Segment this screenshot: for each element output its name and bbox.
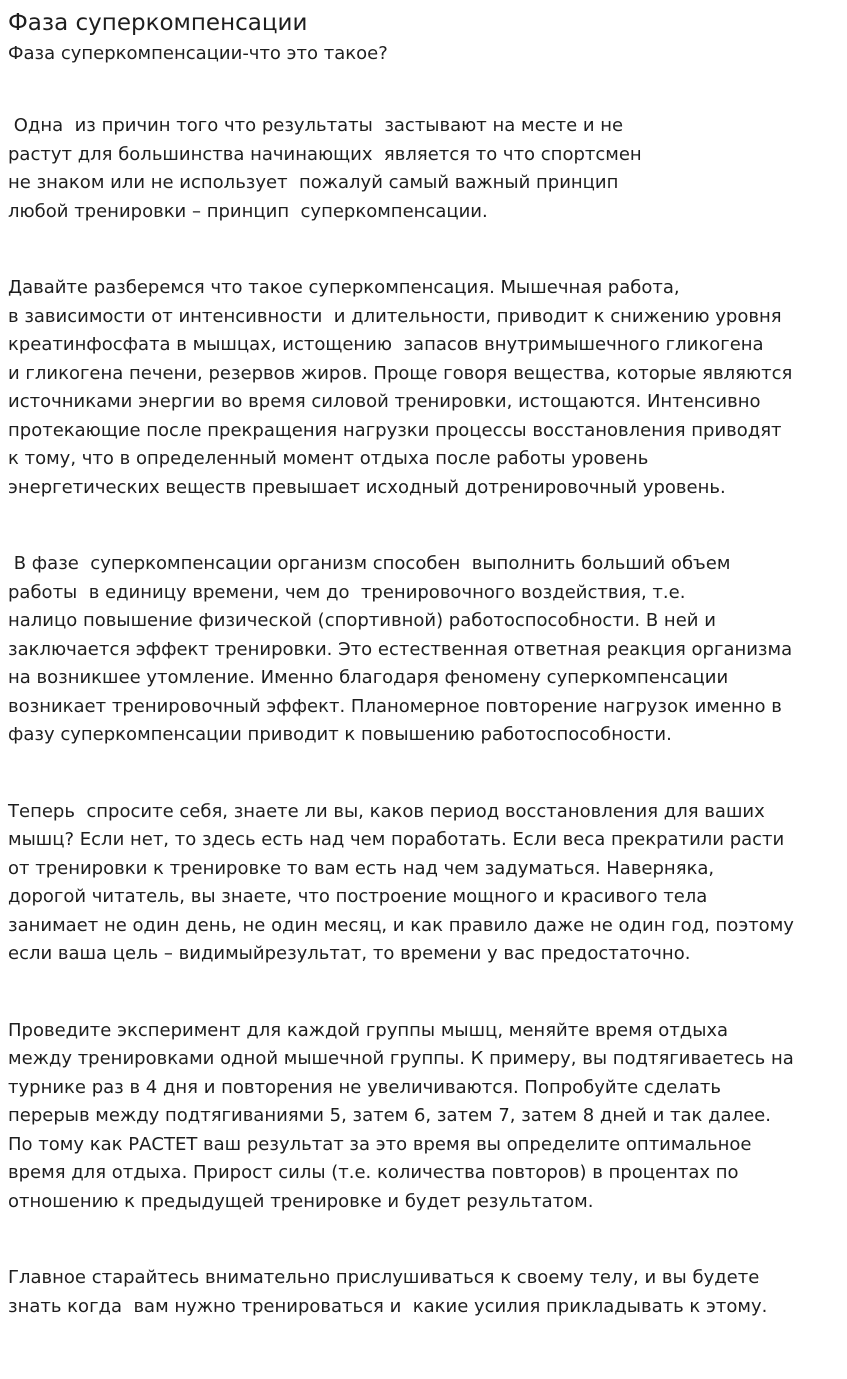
- article-body: [8, 112, 839, 1321]
- paragraph-line: перерыв между подтягиваниями 5, затем 6, затем 7, затем 8 дней и так далее.: [8, 1105, 771, 1126]
- page-title: Фаза суперкомпенсации: [8, 10, 308, 36]
- paragraph-5: [8, 1017, 839, 1217]
- paragraph-line: В фазе суперкомпенсации организм способен выполнить больший объем: [8, 553, 731, 574]
- paragraph-line: на возникшее утомление. Именно благодаря феномену суперкомпенсации: [8, 667, 729, 688]
- paragraph-line: Давайте разберемся что такое суперкомпенсация. Мышечная работа,: [8, 277, 680, 298]
- paragraph-6: [8, 1264, 839, 1321]
- paragraph-line: Теперь спросите себя, знаете ли вы, каков период восстановления для ваших: [8, 800, 765, 822]
- paragraph-line: По тому как РАСТЕТ ваш результат за это время вы определите оптимальное: [8, 1133, 752, 1155]
- paragraph-line: Главное старайтесь внимательно прислушиваться к своему телу, и вы будете: [8, 1267, 760, 1288]
- paragraph-line: креатинфосфата в мышцах, истощению запасов внутримышечного гликогена: [8, 334, 764, 355]
- paragraph-line: Одна из причин того что результаты застывают на месте и не: [8, 115, 624, 136]
- paragraph-line: к тому, что в определенный момент отдыха после работы уровень: [8, 448, 649, 469]
- paragraph-line: не знаком или не использует пожалуй самый важный принцип: [8, 172, 619, 193]
- paragraph-line: энергетических веществ превышает исходный дотренировочный уровень.: [8, 476, 726, 498]
- paragraph-line: время для отдыха. Прирост силы (т.е. количества повторов) в процентах по: [8, 1162, 739, 1183]
- paragraph-4: [8, 798, 839, 969]
- page-subtitle: Фаза суперкомпенсации-что это такое?: [8, 43, 388, 64]
- paragraph-line: мышц? Если нет, то здесь есть над чем поработать. Если веса прекратили расти: [8, 829, 785, 850]
- paragraph-line: работы в единицу времени, чем до тренировочного воздействия, т.е.: [8, 581, 686, 603]
- paragraph-2: [8, 274, 839, 502]
- paragraph-line: любой тренировки – принцип суперкомпенсации.: [8, 200, 488, 222]
- paragraph-line: протекающие после прекращения нагрузки процессы восстановления приводят: [8, 419, 782, 441]
- paragraph-3: [8, 550, 839, 750]
- paragraph-line: фазу суперкомпенсации приводит к повышению работоспособности.: [8, 724, 672, 745]
- paragraph-line: от тренировки к тренировке то вам есть над чем задуматься. Наверняка,: [8, 857, 715, 879]
- paragraph-1: [8, 112, 839, 226]
- paragraph-line: в зависимости от интенсивности и длительности, приводит к снижению уровня: [8, 305, 782, 327]
- paragraph-line: растут для большинства начинающих является то что спортсмен: [8, 143, 642, 165]
- paragraph-line: турнике раз в 4 дня и повторения не увеличиваются. Попробуйте сделать: [8, 1076, 721, 1098]
- paragraph-line: знать когда вам нужно тренироваться и какие усилия прикладывать к этому.: [8, 1295, 768, 1317]
- paragraph-line: отношению к предыдущей тренировке и будет результатом.: [8, 1190, 594, 1212]
- paragraph-line: занимает не один день, не один месяц, и как правило даже не один год, поэтому: [8, 914, 794, 936]
- paragraph-line: налицо повышение физической (спортивной) работоспособности. В ней и: [8, 610, 716, 631]
- paragraph-line: возникает тренировочный эффект. Планомерное повторение нагрузок именно в: [8, 695, 782, 717]
- paragraph-line: Проведите эксперимент для каждой группы мышц, меняйте время отдыха: [8, 1019, 729, 1041]
- paragraph-line: заключается эффект тренировки. Это естественная ответная реакция организма: [8, 638, 793, 660]
- paragraph-line: между тренировками одной мышечной группы. К примеру, вы подтягиваетесь на: [8, 1048, 794, 1069]
- paragraph-line: если ваша цель – видимыйрезультат, то времени у вас предостаточно.: [8, 943, 691, 964]
- paragraph-line: дорогой читатель, вы знаете, что построение мощного и красивого тела: [8, 886, 708, 907]
- paragraph-line: источниками энергии во время силовой тренировки, истощаются. Интенсивно: [8, 391, 761, 412]
- paragraph-line: и гликогена печени, резервов жиров. Проще говоря вещества, которые являются: [8, 362, 793, 384]
